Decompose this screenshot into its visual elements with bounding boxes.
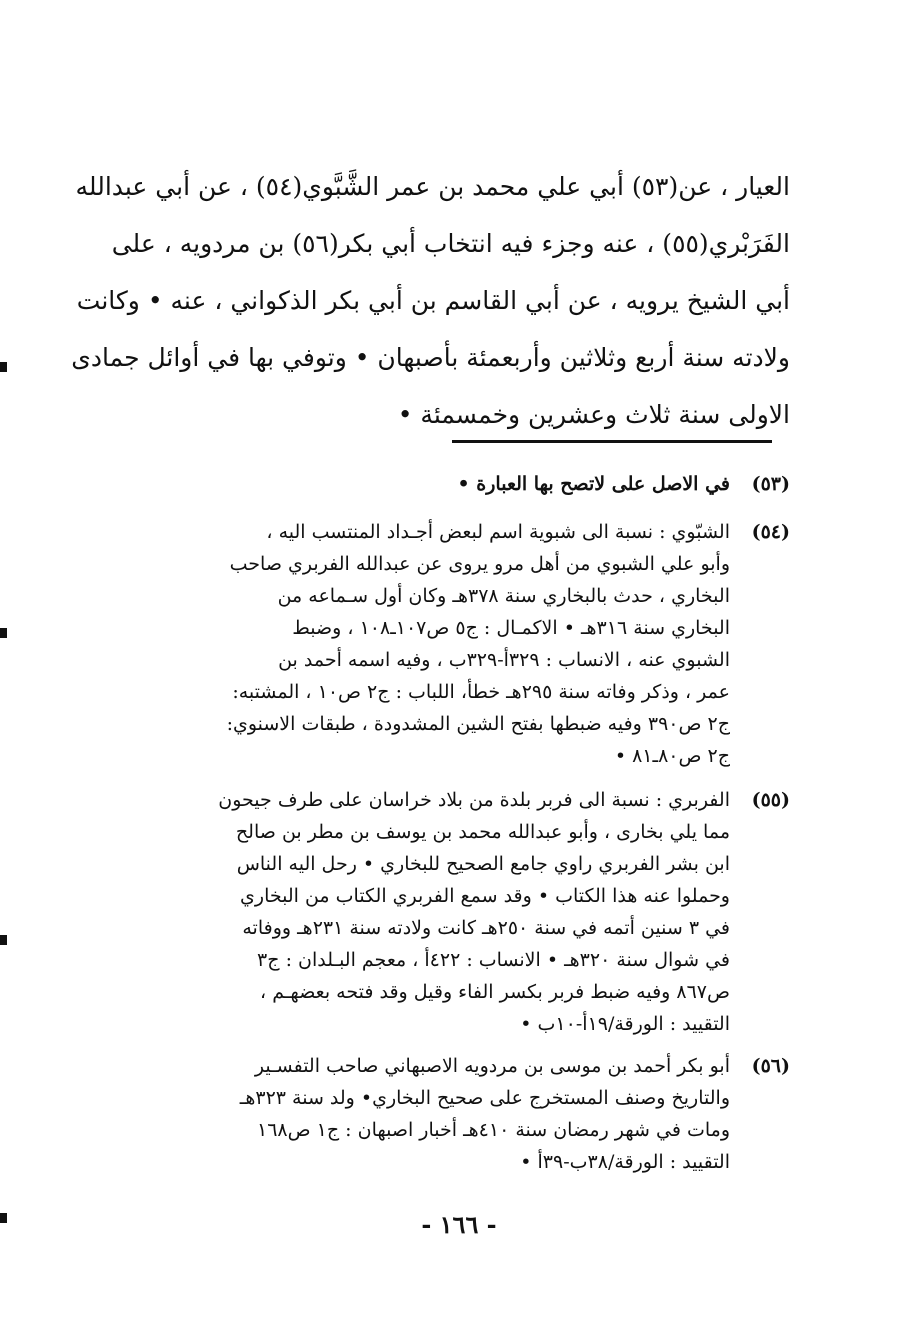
footnote-line: في شوال سنة ٣٢٠هـ • الانساب : ٤٢٢أ ، معجم البـلدان : ج٣ (257, 949, 730, 971)
footnote-number: (٥٤) (751, 521, 790, 543)
footnote-line: ص٨٦٧ وفيه ضبط فربر بكسر الفاء وقيل وقد فتحه بعضهـم ، (260, 981, 730, 1003)
footnote-56 (145, 1050, 790, 1178)
footnote-line: الفربري : نسبة الى فربر بلدة من بلاد خراسان على طرف جيحون (218, 789, 730, 811)
footnote-line: ج٢ ص٣٩٠ وفيه ضبطها بفتح الشين المشدودة ، طبقات الاسنوي: (226, 713, 730, 735)
footnote-line: أبو بكر أحمد بن موسى بن مردويه الاصبهاني صاحب التفسـير (254, 1055, 730, 1077)
footnote-line: عمر ، وذكر وفاته سنة ٢٩٥هـ خطأ، اللباب : ج٢ ص١٠ ، المشتبه: (232, 681, 730, 703)
scan-edge-mark (0, 1213, 7, 1223)
scan-edge-mark (0, 362, 7, 372)
main-text-line: ولادته سنة أربع وثلاثين وأربعمئة بأصبهان • وتوفي بها في أوائل جمادى (71, 343, 790, 372)
footnote-line: مما يلي بخارى ، وأبو عبدالله محمد بن يوسف بن مطر بن صالح (235, 821, 730, 843)
main-text (71, 158, 790, 443)
footnote-53 (145, 468, 790, 500)
main-text-line: العيار ، عن(٥٣) أبي علي محمد بن عمر الشَّبَّوي(٥٤) ، عن أبي عبدالله (75, 172, 790, 201)
footnote-line: في ٣ سنين أتمه في سنة ٢٥٠هـ كانت ولادته سنة ٢٣١هـ ووفاته (242, 917, 730, 939)
footnote-54 (145, 516, 790, 772)
main-text-line: الفَرَبْري(٥٥) ، عنه وجزء فيه انتخاب أبي بكر(٥٦) بن مردويه ، على (111, 229, 790, 258)
footnote-number: (٥٥) (751, 789, 790, 811)
scan-edge-mark (0, 935, 7, 945)
footnote-body (145, 516, 730, 772)
footnote-number: (٥٣) (751, 473, 790, 495)
footnote-55 (145, 784, 790, 1040)
footnote-body (145, 468, 730, 500)
footnote-line: ومات في شهر رمضان سنة ٤١٠هـ أخبار اصبهان : ج١ ص١٦٨ (257, 1119, 730, 1141)
footnote-separator (452, 440, 772, 443)
footnote-line: التقييد : الورقة/١٩أ-١٠ب • (520, 1013, 730, 1035)
footnote-line: والتاريخ وصنف المستخرج على صحيح البخاري• ولد سنة ٣٢٣هـ (239, 1087, 730, 1109)
footnote-line: وحملوا عنه هذا الكتاب • وقد سمع الفربري الكتاب من البخاري (240, 885, 730, 907)
footnote-line: ج٢ ص٨٠ـ٨١ • (614, 745, 730, 767)
scan-edge-mark (0, 628, 7, 638)
footnote-line: البخاري ، حدث بالبخاري سنة ٣٧٨هـ وكان أول سـماعه من (277, 585, 730, 607)
footnote-line: البخاري سنة ٣١٦هـ • الاكمـال : ج٥ ص١٠٧ـ١٠٨ ، وضبط (292, 617, 730, 639)
page-number: - ١٦٦ - (421, 1210, 497, 1239)
footnote-body (145, 784, 730, 1040)
footnote-line: ابن بشر الفربري راوي جامع الصحيح للبخاري • رحل اليه الناس (236, 853, 730, 875)
footnote-number: (٥٦) (751, 1055, 790, 1077)
main-text-line: الاولى سنة ثلاث وعشرين وخمسمئة • (397, 400, 790, 429)
footnote-line: الشبّوي : نسبة الى شبوية اسم لبعض أجـداد المنتسب اليه ، (266, 521, 730, 543)
main-text-line: أبي الشيخ يرويه ، عن أبي القاسم بن أبي بكر الذكواني ، عنه • وكانت (76, 286, 790, 315)
footnote-line: في الاصل على لاتصح بها العبارة • (457, 473, 730, 495)
footnote-line: وأبو علي الشبوي من أهل مرو يروى عن عبدالله الفربري صاحب (229, 553, 730, 575)
footnote-body (145, 1050, 730, 1178)
footnote-line: التقييد : الورقة/٣٨ب-٣٩أ • (520, 1151, 730, 1173)
footnote-line: الشبوي عنه ، الانساب : ٣٢٩أ-٣٢٩ب ، وفيه اسمه أحمد بن (278, 649, 730, 671)
